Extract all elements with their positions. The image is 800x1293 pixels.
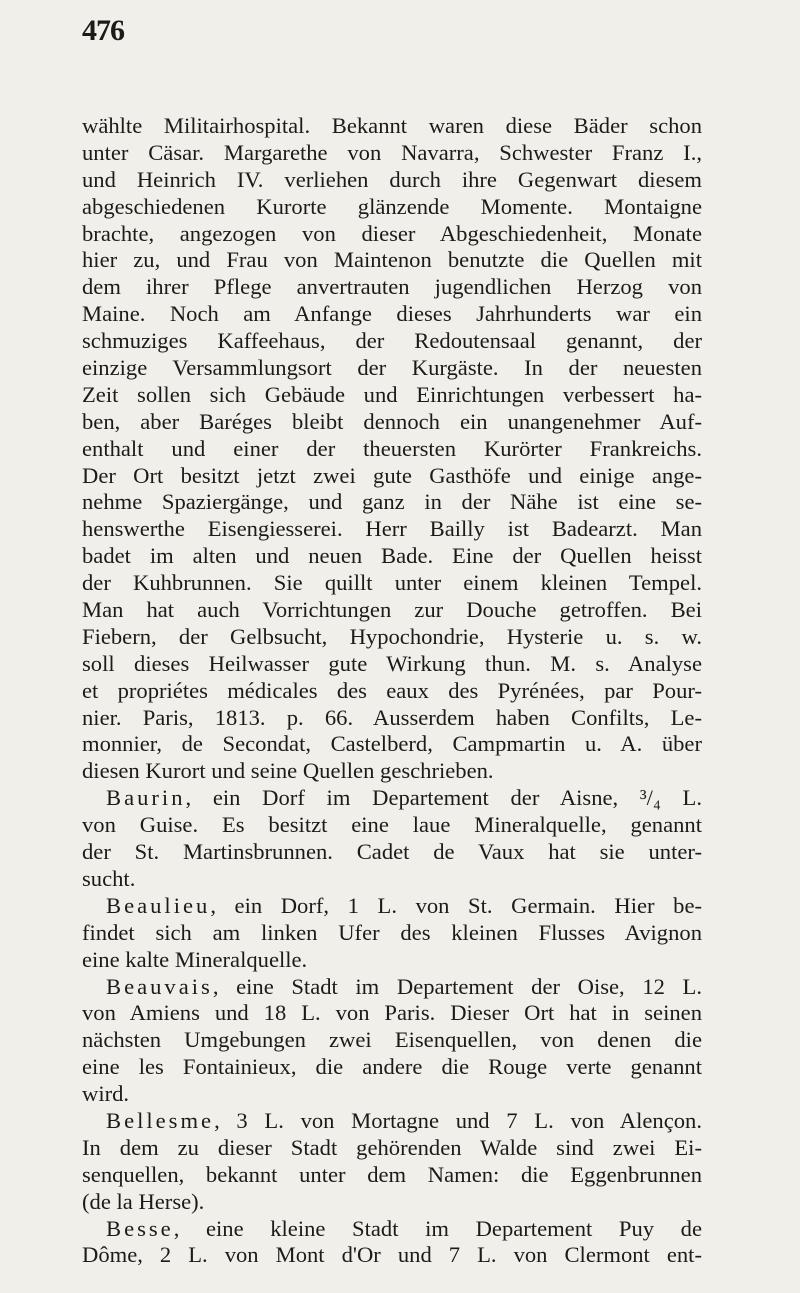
text-line: henswerthe Eisengiesserei. Herr Bailly ist Badearzt. Man — [82, 516, 702, 542]
text-line: der St. Martinsbrunnen. Cadet de Vaux hat sie unter- — [82, 839, 702, 865]
text-line: von Guise. Es besitzt eine laue Mineralquelle, genannt — [82, 812, 702, 838]
text-line: der Kuhbrunnen. Sie quillt unter einem kleinen Tempel. — [82, 570, 702, 596]
text-line: ben, aber Baréges bleibt dennoch ein unangenehmer Auf- — [82, 408, 702, 434]
entry-headword: Bellesme — [106, 1107, 215, 1133]
text-line: Zeit sollen sich Gebäude und Einrichtungen verbessert ha- — [82, 381, 702, 407]
text-line: badet im alten und neuen Bade. Eine der Quellen heisst — [82, 543, 702, 569]
text-line: senquellen, bekannt unter dem Namen: die Eggenbrunnen — [82, 1161, 702, 1187]
text-line: brachte, angezogen von dieser Abgeschiedenheit, Monate — [82, 220, 702, 246]
text-line: unter Cäsar. Margarethe von Navarra, Schwester Franz I., — [82, 139, 702, 165]
text-line: diesen Kurort und seine Quellen geschrieben. — [82, 758, 494, 784]
entry-text: , ein Dorf im Departement der Aisne, ³/₄ L. — [185, 785, 702, 811]
text-line: schmuziges Kaffeehaus, der Redoutensaal genannt, der — [82, 328, 702, 354]
text-line: Maine. Noch am Anfange dieses Jahrhunderts war ein — [82, 301, 702, 327]
text-line: nächsten Umgebungen zwei Eisenquellen, von denen die — [82, 1027, 702, 1053]
text-line: einzige Versammlungsort der Kurgäste. In der neuesten — [82, 355, 702, 381]
text-line: enthalt und einer der theuersten Kurörter Frankreichs. — [82, 435, 702, 461]
entry-text: , 3 L. von Mortagne und 7 L. von Alençon. — [214, 1107, 702, 1133]
text-line: abgeschiedenen Kurorte glänzende Momente. Montaigne — [82, 193, 702, 219]
entry-headword: Beaulieu — [106, 892, 211, 918]
entry-headword: Besse — [106, 1215, 174, 1241]
entry-first-line — [82, 785, 702, 812]
entry-headword: Baurin — [106, 785, 186, 811]
entry-first-line — [82, 1108, 702, 1135]
text-line: (de la Herse). — [82, 1188, 205, 1214]
entry-first-line — [82, 1216, 702, 1243]
text-line: sucht. — [82, 865, 136, 891]
text-line: eine les Fontainieux, die andere die Rouge verte genannt — [82, 1054, 702, 1080]
text-line: Man hat auch Vorrichtungen zur Douche getroffen. Bei — [82, 597, 702, 623]
text-line: nehme Spaziergänge, und ganz in der Nähe ist eine se- — [82, 489, 702, 515]
entry-text: , eine Stadt im Departement der Oise, 12 L. — [212, 973, 702, 999]
entry-text: , eine kleine Stadt im Departement Puy de — [173, 1215, 702, 1241]
text-line: monnier, de Secondat, Castelberd, Campmartin u. A. über — [82, 731, 702, 757]
entry-first-line — [82, 893, 702, 920]
text-line: soll dieses Heilwasser gute Wirkung thun. M. s. Analyse — [82, 650, 702, 676]
page-number: 476 — [82, 14, 124, 47]
text-line: Fiebern, der Gelbsucht, Hypochondrie, Hysterie u. s. w. — [82, 623, 702, 649]
text-line: dem ihrer Pflege anvertrauten jugendlichen Herzog von — [82, 274, 702, 300]
text-line: Dôme, 2 L. von Mont d'Or und 7 L. von Clermont ent- — [82, 1242, 702, 1268]
text-line: Der Ort besitzt jetzt zwei gute Gasthöfe und einige ange- — [82, 462, 702, 488]
text-line: nier. Paris, 1813. p. 66. Ausserdem haben Confilts, Le- — [82, 704, 702, 730]
text-line: hier zu, und Frau von Maintenon benutzte die Quellen mit — [82, 247, 702, 273]
text-line: von Amiens und 18 L. von Paris. Dieser Ort hat in seinen — [82, 1000, 702, 1026]
text-line: et propriétes médicales des eaux des Pyrénées, par Pour- — [82, 677, 702, 703]
body-text — [82, 113, 702, 1269]
entry-headword: Beauvais — [106, 973, 213, 999]
text-line: wird. — [82, 1081, 130, 1107]
entry-first-line — [82, 974, 702, 1001]
text-line: eine kalte Mineralquelle. — [82, 946, 308, 972]
text-line: wählte Militairhospital. Bekannt waren diese Bäder schon — [82, 113, 702, 138]
entry-text: , ein Dorf, 1 L. von St. Germain. Hier be- — [210, 892, 702, 918]
text-line: findet sich am linken Ufer des kleinen Flusses Avignon — [82, 919, 702, 945]
text-line: und Heinrich IV. verliehen durch ihre Gegenwart diesem — [82, 166, 702, 192]
text-line: In dem zu dieser Stadt gehörenden Walde sind zwei Ei- — [82, 1134, 702, 1160]
